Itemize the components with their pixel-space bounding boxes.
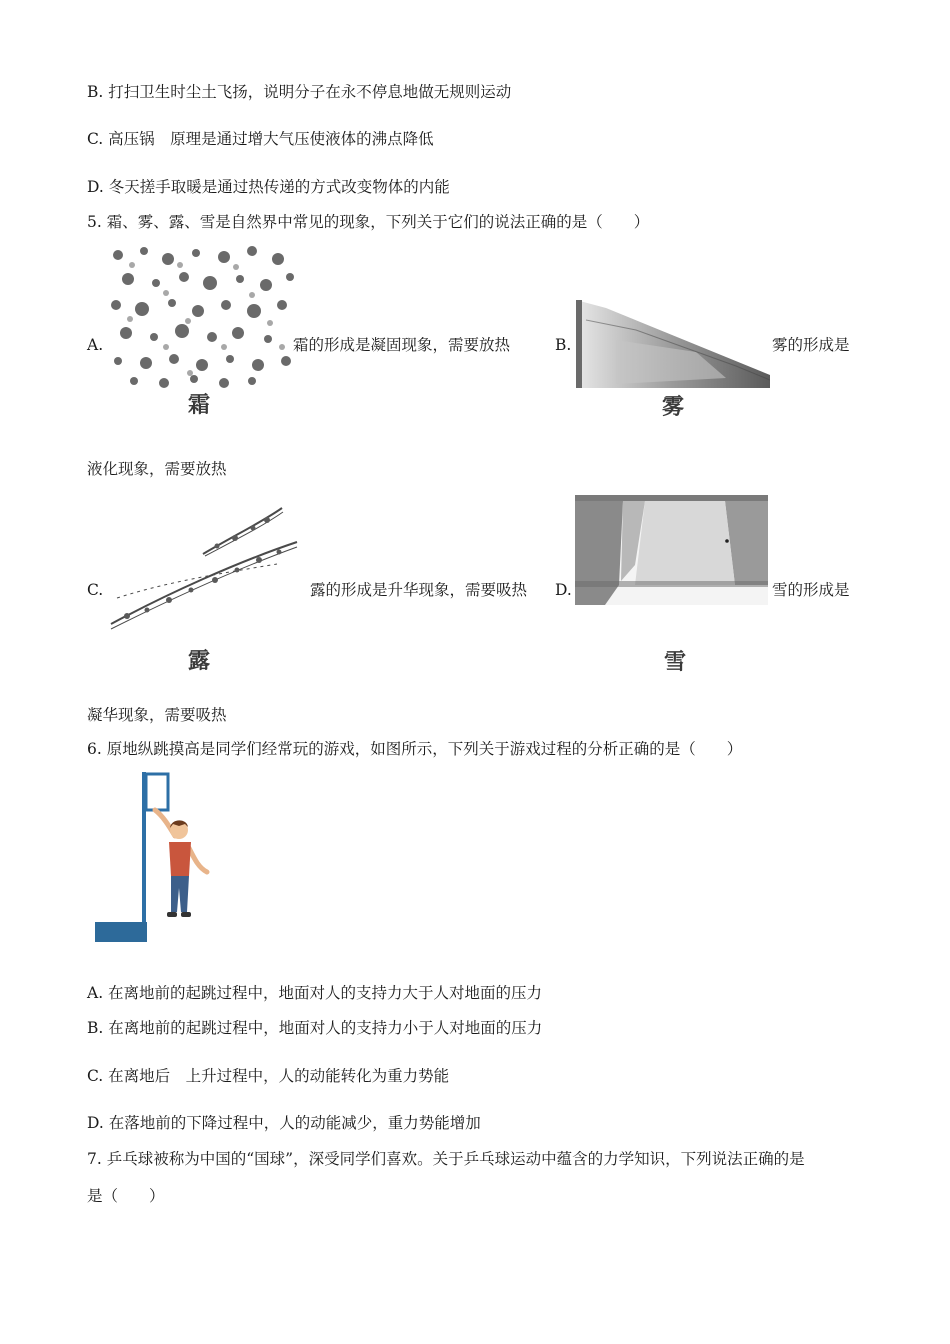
q4-option-b: B. 打扫卫生时尘土飞扬，说明分子在永不停息地做无规则运动 — [87, 83, 512, 101]
q5-option-c-text: 露的形成是升华现象，需要吸热 — [310, 581, 528, 599]
dew-image — [107, 498, 299, 638]
q6-stem: 6. 原地纵跳摸高是同学们经常玩的游戏，如图所示，下列关于游戏过程的分析正确的是（ ） — [87, 740, 743, 758]
fog-image — [576, 300, 770, 388]
q5-option-b-text: 雾的形成是 — [772, 336, 850, 354]
q4-option-d: D. 冬天搓手取暖是通过热传递的方式改变物体的内能 — [87, 178, 450, 196]
snow-image — [575, 495, 768, 605]
q5-option-a-text: 霜的形成是凝固现象，需要放热 — [293, 336, 511, 354]
q7-stem: 7. 乒乓球被称为中国的“国球”，深受同学们喜欢。关于乒乓球运动中蕴含的力学知识，下列说法正确的是 — [87, 1150, 805, 1168]
q6-option-d: D. 在落地前的下降过程中，人的动能减少，重力势能增加 — [87, 1114, 481, 1132]
frost-image — [106, 243, 296, 388]
q6-option-b: B. 在离地前的起跳过程中，地面对人的支持力小于人对地面的压力 — [87, 1019, 543, 1037]
q5-stem: 5. 霜、雾、露、雪是自然界中常见的现象，下列关于它们的说法正确的是（ ） — [87, 213, 650, 231]
q5-option-d-text: 雪的形成是 — [772, 581, 850, 599]
frost-caption: 霜 — [188, 392, 211, 418]
q6-option-a: A. 在离地前的起跳过程中，地面对人的支持力大于人对地面的压力 — [87, 984, 543, 1002]
q5-option-d-continued: 凝华现象，需要吸热 — [87, 706, 227, 724]
snow-caption: 雪 — [664, 649, 687, 675]
q6-option-c: C. 在离地后 上升过程中，人的动能转化为重力势能 — [87, 1067, 450, 1085]
jump-touch-illustration — [95, 772, 210, 944]
dew-caption: 露 — [188, 648, 211, 674]
q5-option-b-letter: B. — [555, 336, 572, 354]
q5-option-c-letter: C. — [87, 581, 104, 599]
fog-caption: 雾 — [662, 394, 685, 420]
q5-option-d-letter: D. — [555, 581, 572, 599]
q5-option-a-letter: A. — [87, 336, 104, 354]
q5-option-b-continued: 液化现象，需要放热 — [87, 460, 227, 478]
q7-stem-continued: 是（ ） — [87, 1187, 165, 1205]
q4-option-c: C. 高压锅 原理是通过增大气压使液体的沸点降低 — [87, 130, 434, 148]
